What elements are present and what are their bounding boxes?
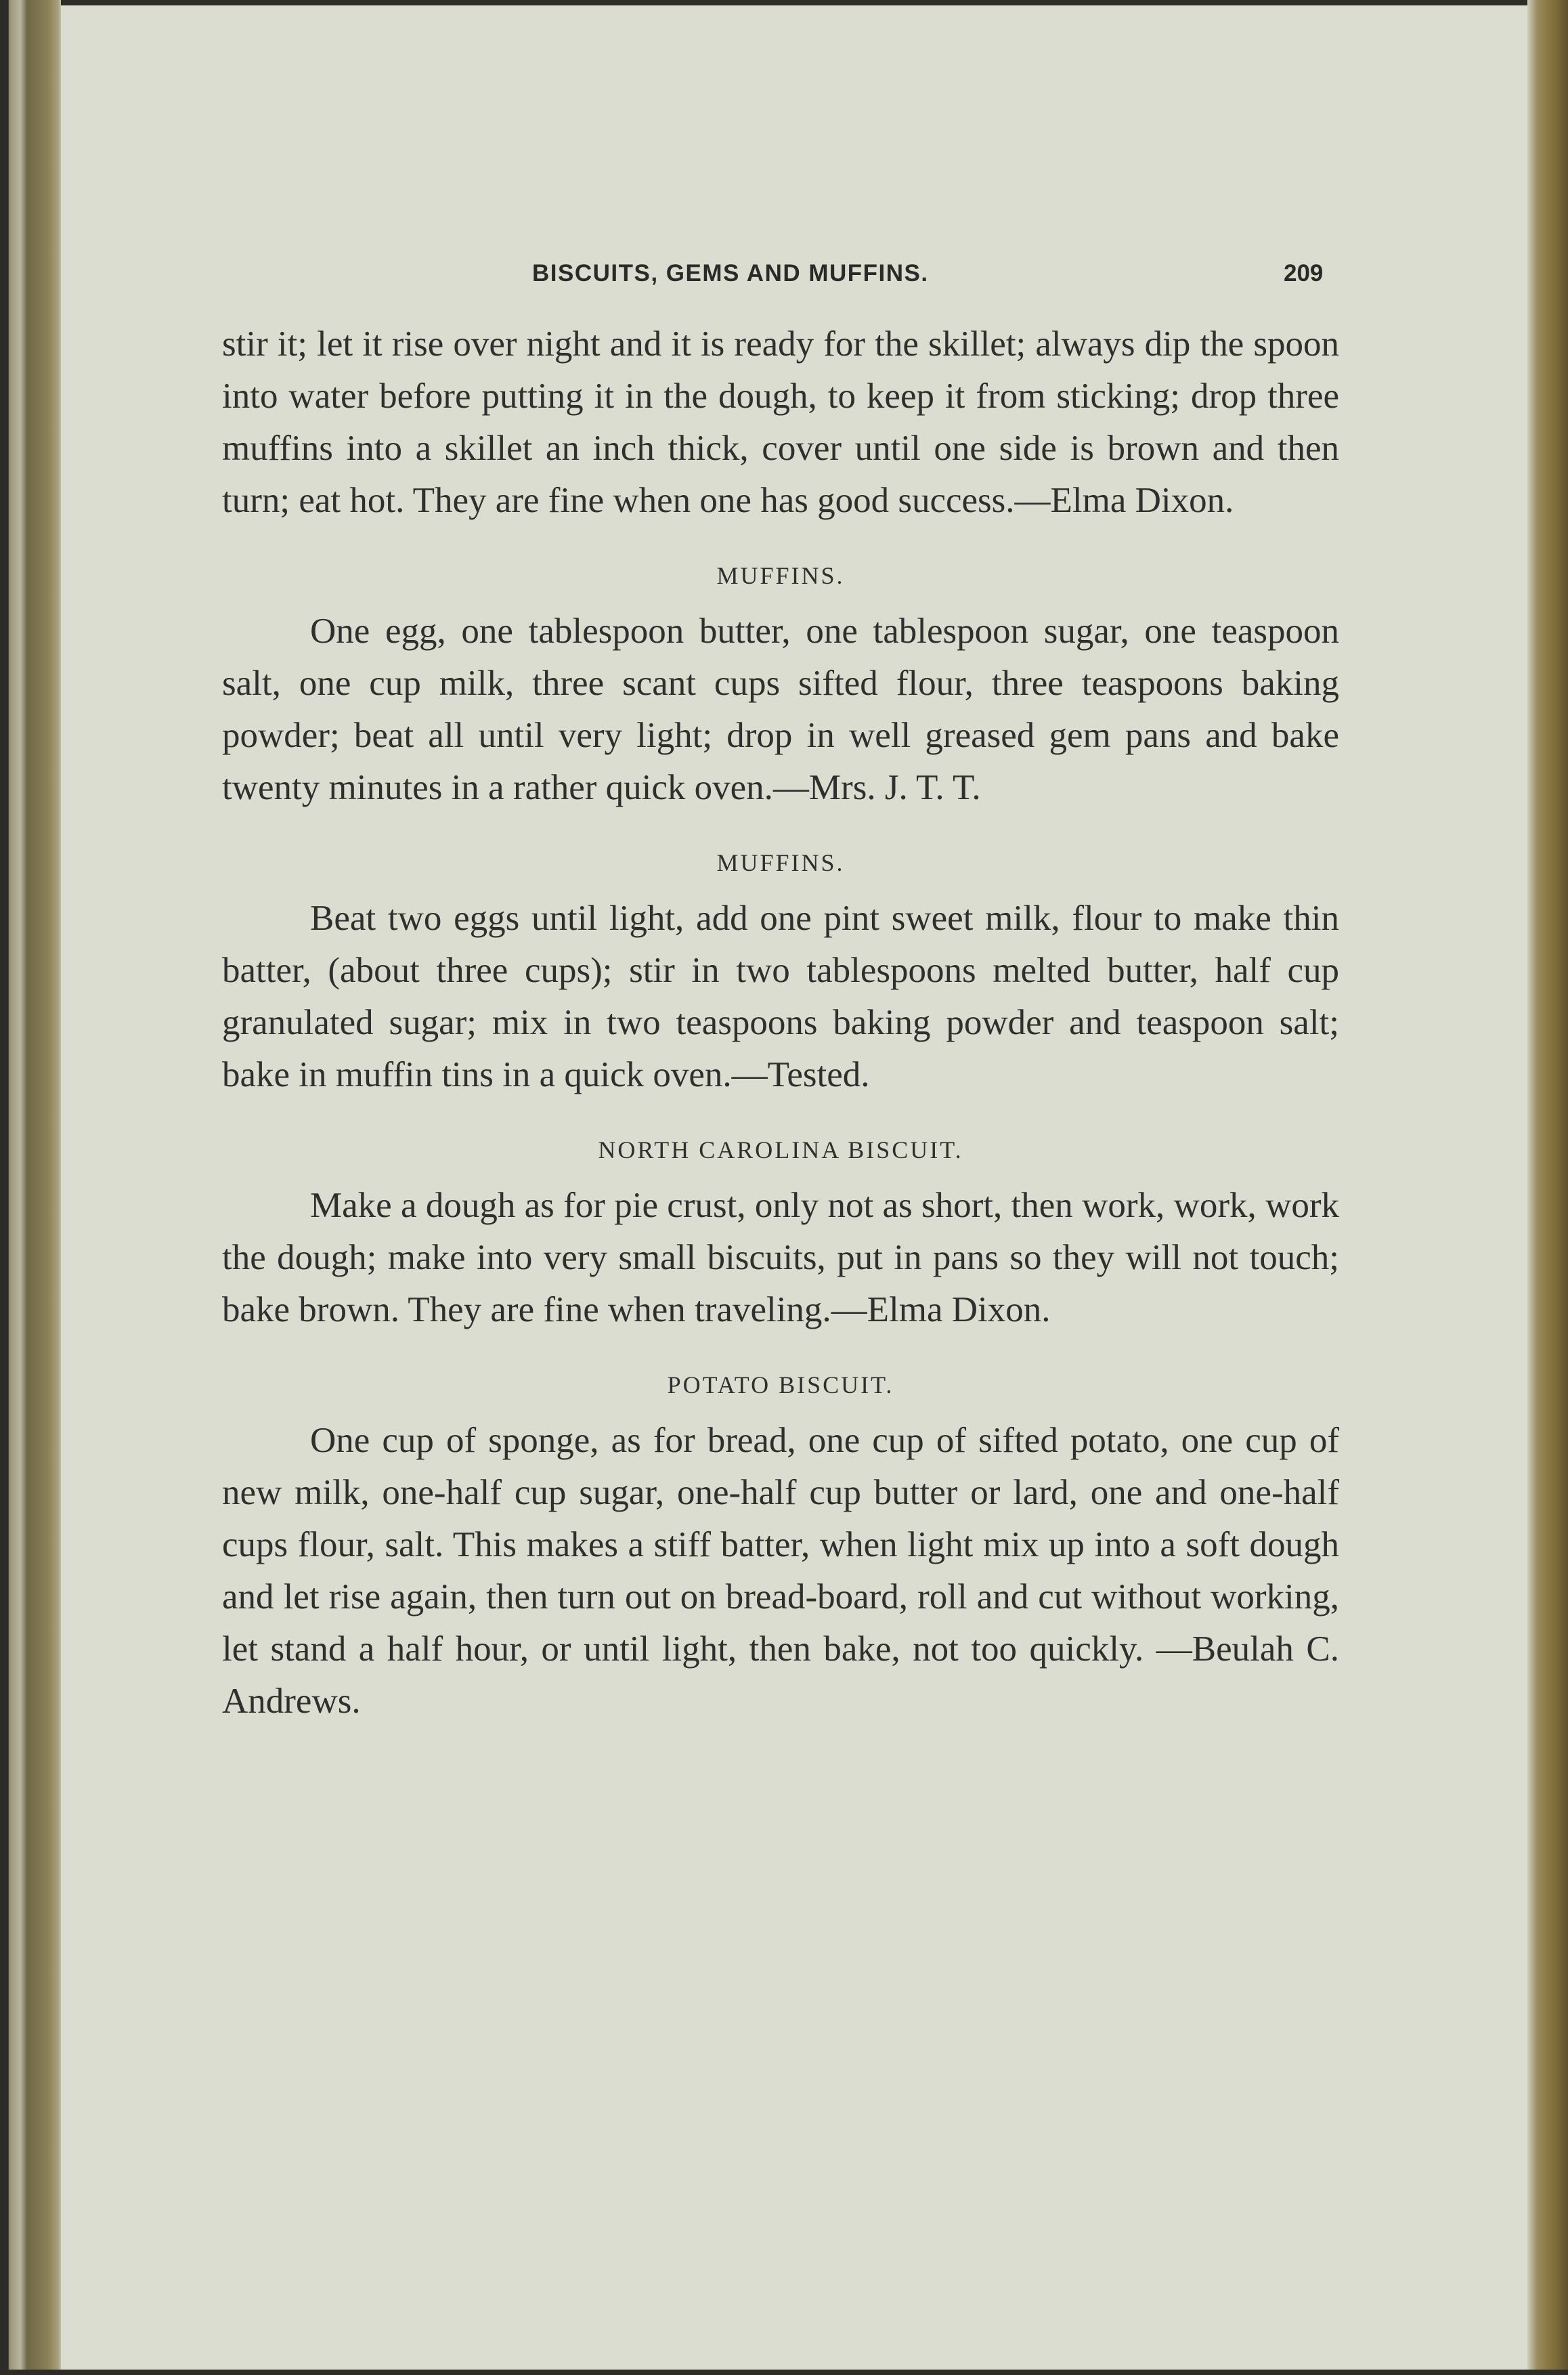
continuation-paragraph: stir it; let it rise over night and it is ready for the skillet; always dip the spoon into water before putting it in the dough, to keep it from sticking; drop three muffins into a skillet an inch thick, cover until one side is brown and then turn; eat hot. They are fine when one has good success.—Elma Dixon. — [222, 324, 1339, 520]
recipe-title: POTATO BISCUIT. — [667, 1371, 894, 1398]
recipe-north-carolina-biscuit — [222, 1124, 1339, 1336]
recipe-title: NORTH CAROLINA BISCUIT. — [598, 1136, 963, 1163]
recipe-muffins-1 — [222, 550, 1339, 814]
left-binding-edge — [0, 0, 61, 2375]
recipe-text: One egg, one tablespoon butter, one tablespoon sugar, one teaspoon salt, one cup milk, three scant cups sifted flour, three teaspoons baking powder; beat all until very light; drop in well greased gem pans and bake twenty minutes in a rather quick oven.—Mrs. J. T. T. — [222, 612, 1339, 807]
page-top-edge — [0, 0, 1568, 5]
recipe-title: MUFFINS. — [716, 562, 845, 589]
page-body — [222, 318, 1339, 1728]
recipe-potato-biscuit — [222, 1359, 1339, 1728]
right-binding-edge — [1527, 0, 1568, 2375]
page-number: 209 — [1284, 260, 1324, 286]
page-bottom-edge — [0, 2370, 1568, 2375]
recipe-text: One cup of sponge, as for bread, one cup of sifted potato, one cup of new milk, one-half cup sugar, one-half cup butter or lard, one and one-half cups flour, salt. This makes a stiff batter, when light mix up into a soft dough and let rise again, then turn out on bread-board, roll and cut without working, let stand a half hour, or until light, then bake, not too quickly. —Beulah C. Andrews. — [222, 1421, 1339, 1721]
recipe-title: MUFFINS. — [716, 849, 845, 876]
recipe-text: Beat two eggs until light, add one pint sweet milk, flour to make thin batter, (about three cups); stir in two tablespoons melted butter, half cup granulated sugar; mix in two teaspoons baking powder and teaspoon salt; bake in muffin tins in a quick oven.—Tested. — [222, 899, 1339, 1094]
recipe-muffins-2 — [222, 837, 1339, 1101]
running-header: BISCUITS, GEMS AND MUFFINS. — [532, 260, 929, 286]
recipe-text: Make a dough as for pie crust, only not as short, then work, work, work the dough; make into very small biscuits, put in pans so they will not touch; bake brown. They are fine when traveling.—Elma Dixon. — [222, 1186, 1339, 1329]
